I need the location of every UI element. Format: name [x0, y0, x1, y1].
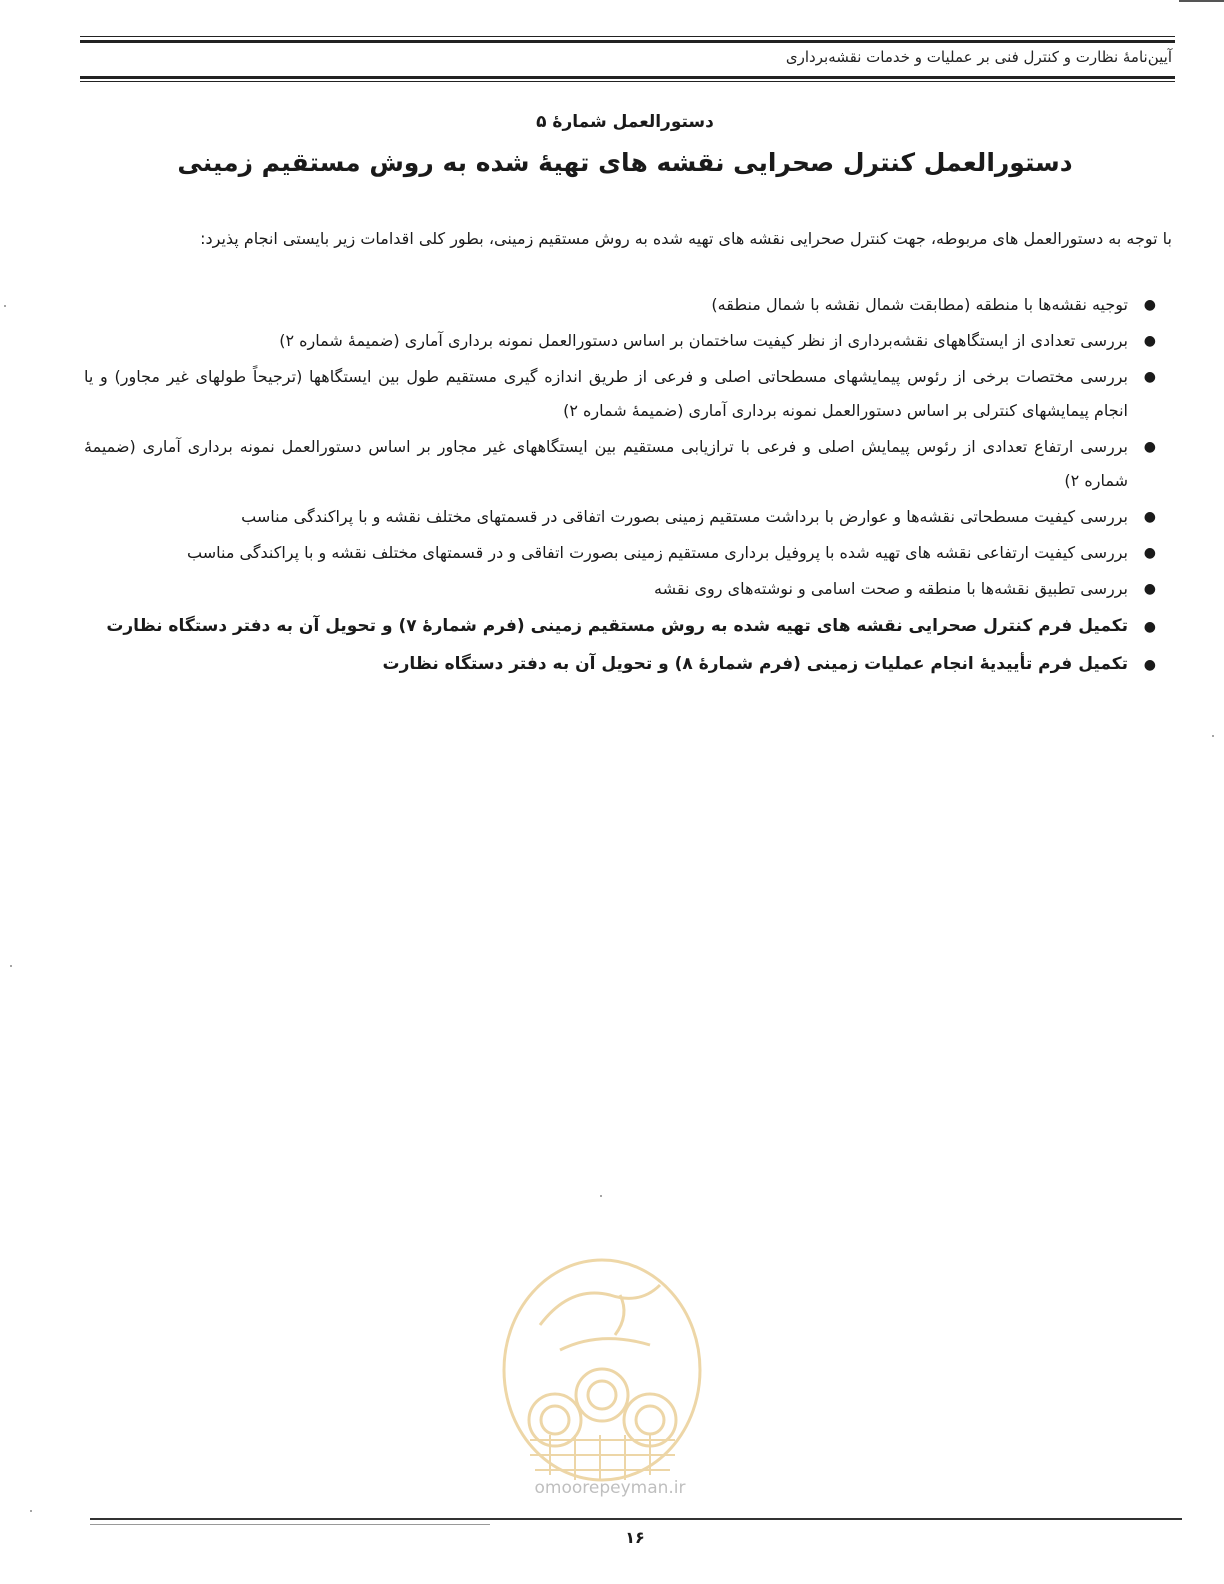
watermark-url: omoorepeyman.ir — [534, 1478, 686, 1498]
action-list — [84, 288, 1156, 684]
document-title: دستورالعمل کنترل صحرایی نقشه های تهیهٔ شده به روش مستقیم زمینی — [177, 148, 1073, 177]
header-rule-bottom-thin — [80, 81, 1175, 82]
footer-rule-secondary — [90, 1524, 490, 1525]
list-item-bold — [84, 646, 1156, 682]
list-item-text: بررسی مختصات برخی از رئوس پیمایشهای مسطحاتی اصلی و فرعی از طریق اندازه گیری مستقیم طول بین ایستگاهها (ترجیحاً طولهای غیر مجاور) و یا انجام پیمایشهای کنترلی بر اساس دستورالعمل نمونه برداری آماری (ضمیمهٔ شماره ۲) — [84, 367, 1128, 420]
bullet-icon: ● — [1143, 509, 1156, 525]
scan-speck — [1212, 735, 1214, 737]
bullet-icon: ● — [1143, 439, 1156, 455]
footer-rule — [90, 1518, 1182, 1520]
list-item-text: بررسی کیفیت ارتفاعی نقشه های تهیه شده با پروفیل برداری مستقیم زمینی بصورت اتفاقی و در قسمتهای مختلف نقشه و با پراکندگی مناسب — [187, 543, 1128, 562]
list-item-text: بررسی کیفیت مسطحاتی نقشه‌ها و عوارض با برداشت مستقیم زمینی بصورت اتفاقی در قسمتهای مختلف نقشه و با پراکندگی مناسب — [241, 507, 1128, 526]
list-item — [84, 536, 1156, 570]
list-item-text: بررسی تعدادی از ایستگاههای نقشه‌برداری از نظر کیفیت ساختمان بر اساس دستورالعمل نمونه برداری آماری (ضمیمهٔ شماره ۲) — [279, 331, 1128, 350]
list-item — [84, 430, 1156, 498]
page-number: ۱۶ — [625, 1528, 645, 1547]
scan-speck — [30, 1510, 32, 1512]
list-item — [84, 572, 1156, 606]
bullet-icon: ● — [1143, 581, 1156, 597]
list-item — [84, 360, 1156, 428]
bullet-icon: ● — [1143, 619, 1156, 635]
header-rule-top-thick — [80, 40, 1175, 43]
bullet-icon: ● — [1143, 297, 1156, 313]
intro-paragraph: با توجه به دستورالعمل های مربوطه، جهت کنترل صحرایی نقشه های تهیه شده به روش مستقیم زمینی، بطور کلی اقدامات زیر بایستی انجام پذیرد: — [200, 229, 1172, 248]
list-item-text: بررسی تطبیق نقشه‌ها با منطقه و صحت اسامی و نوشته‌های روی نقشه — [654, 579, 1128, 598]
bullet-icon: ● — [1143, 369, 1156, 385]
bullet-icon: ● — [1143, 545, 1156, 561]
list-item-bold — [84, 608, 1156, 644]
scan-speck — [10, 965, 12, 967]
list-item-text: تکمیل فرم تأییدیهٔ انجام عملیات زمینی (فرم شمارهٔ ۸) و تحویل آن به دفتر دستگاه نظارت — [382, 654, 1128, 674]
list-item — [84, 288, 1156, 322]
list-item — [84, 500, 1156, 534]
scan-corner-mark — [1179, 0, 1224, 2]
list-item-text: تکمیل فرم کنترل صحرایی نقشه های تهیه شده به روش مستقیم زمینی (فرم شمارهٔ ۷) و تحویل آن به دفتر دستگاه نظارت — [106, 616, 1128, 636]
bullet-icon: ● — [1143, 333, 1156, 349]
scan-speck — [4, 305, 6, 307]
scan-speck — [600, 1195, 602, 1197]
running-header: آیین‌نامهٔ نظارت و کنترل فنی بر عملیات و خدمات نقشه‌برداری — [785, 48, 1172, 66]
list-item-text: توجیه نقشه‌ها با منطقه (مطابقت شمال نقشه با شمال منطقه) — [711, 295, 1128, 314]
watermark-logo-icon — [500, 1255, 705, 1505]
list-item-text: بررسی ارتفاع تعدادی از رئوس پیمایش اصلی و فرعی با ترازیابی مستقیم بین ایستگاههای غیر مجاور بر اساس دستورالعمل نمونه برداری آماری (ضمیمهٔ شماره ۲) — [84, 437, 1128, 490]
header-rule-top-thin — [80, 36, 1175, 37]
list-item — [84, 324, 1156, 358]
bullet-icon: ● — [1143, 657, 1156, 673]
header-rule-bottom-thick — [80, 76, 1175, 79]
instruction-number: دستورالعمل شمارهٔ ۵ — [536, 112, 714, 132]
